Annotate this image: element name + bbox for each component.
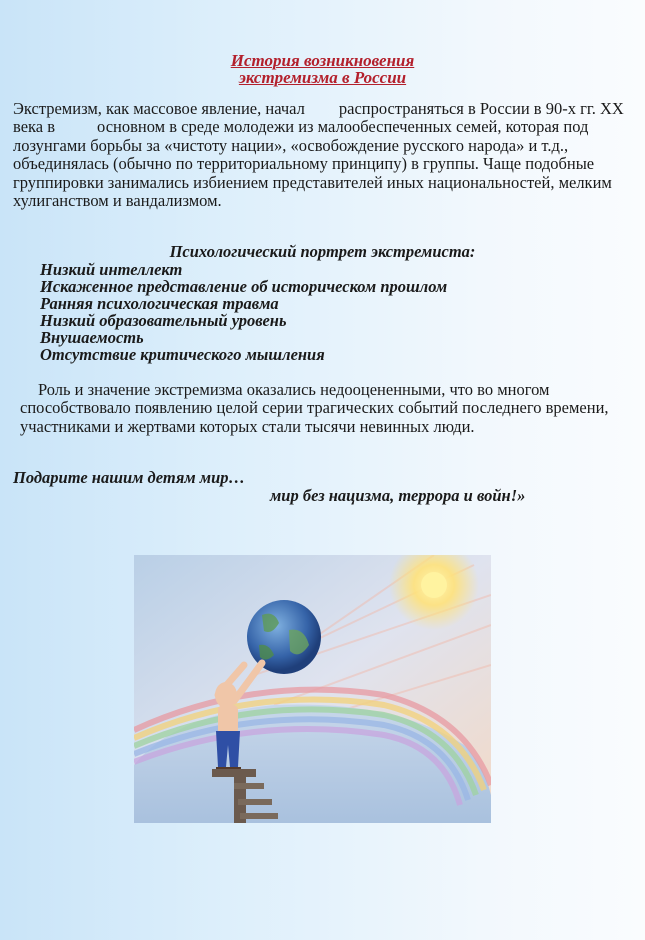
trait-item: Низкий образовательный уровень: [40, 311, 287, 330]
title-line-2: экстремизма в России: [238, 68, 407, 87]
intro-paragraph: [13, 100, 633, 210]
closing-line-2: мир без нацизма, террора и войн!»: [270, 486, 526, 505]
trait-item: Внушаемость: [40, 328, 144, 347]
trait-item: Низкий интеллект: [40, 260, 183, 279]
child-holding-globe-painting: [134, 555, 491, 823]
intro-part-2: распространяться в России в 90-х гг. XX века в: [13, 99, 624, 137]
title-line-1: История возникновения: [230, 51, 415, 70]
trait-item: Отсутствие критического мышления: [40, 345, 325, 364]
intro-part-3: основном в среде молодежи из малообеспеченных семей, которая под лозунгами борьбы за «чистоту нации», «освобождение русского народа» и т.д., объединялась (обычно по территориальному принципу) в группы. Чаще подобные группировки занимались избиением представителей иных национальностей, мелким хулиганством и вандализмом.: [13, 117, 612, 211]
trait-item: Ранняя психологическая травма: [40, 294, 279, 313]
portrait-heading: Психологический портрет экстремиста:: [169, 242, 476, 261]
page-title: [0, 52, 645, 86]
intro-part-1: Экстремизм, как массовое явление, начал: [13, 99, 305, 118]
trait-item: Искаженное представление об историческом прошлом: [40, 277, 448, 296]
role-text: Роль и значение экстремизма оказались недооцененными, что во многом способствовало появлению целой серии трагических событий последнего времени, участниками и жертвами которых стали тысячи невинных люди.: [20, 380, 609, 436]
role-paragraph: [20, 381, 630, 436]
traits-list: [40, 261, 447, 363]
closing-line-1: Подарите нашим детям мир…: [13, 468, 246, 487]
